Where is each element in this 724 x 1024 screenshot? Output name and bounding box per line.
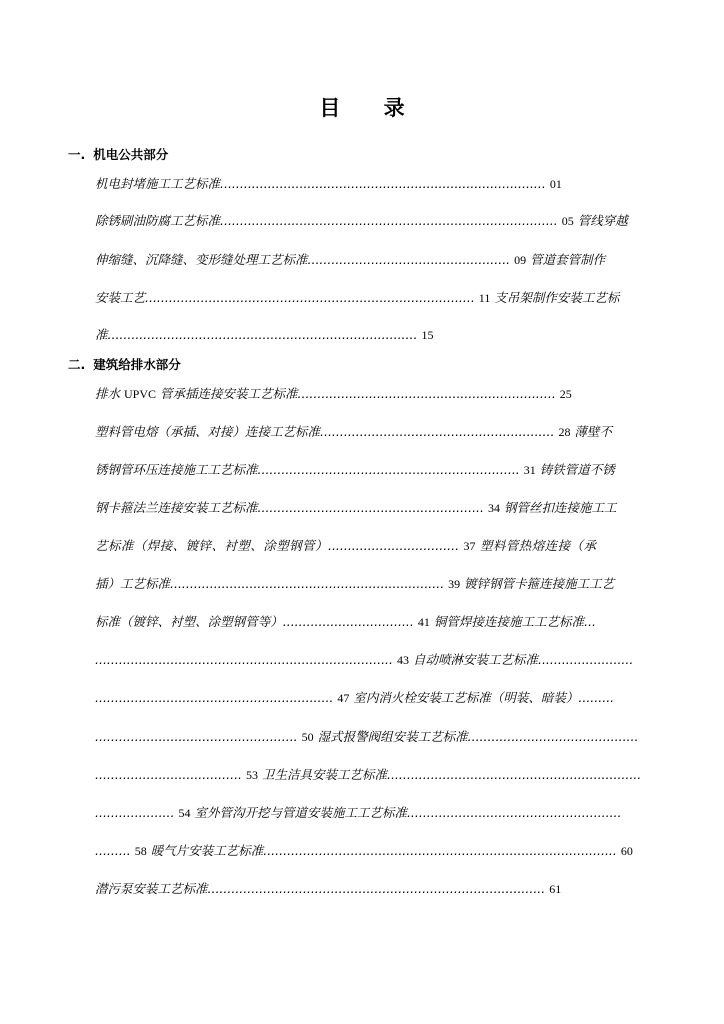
toc-line[interactable]: 塑料管电熔（承插、对接）连接工艺标准........................................................... 28 薄壁不 <box>95 424 612 439</box>
toc-line[interactable]: 艺标准（焊接、镀锌、衬塑、涂塑钢管）................................. 37 塑料管热熔连接（承 <box>95 538 596 553</box>
toc-line[interactable]: 潜污泵安装工艺标准..................................................................................... 61 <box>95 881 562 896</box>
toc-line[interactable]: 排水 UPVC 管承插连接安装工艺标准................................................................. 25 <box>95 386 572 401</box>
toc-line[interactable]: .................... 54 室外管沟开挖与管道安装施工工艺标准...................................................... <box>95 805 622 820</box>
toc-line[interactable]: 机电封堵施工工艺标准.................................................................................. 01 <box>95 176 562 191</box>
toc-line[interactable]: ..................................... 53 卫生洁具安装工艺标准................................................................ <box>95 767 642 782</box>
toc-line[interactable]: 标准（镀锌、衬塑、涂塑钢管等）................................. 41 铜管焊接连接施工工艺标准... <box>95 614 596 629</box>
page-title: 目 录 <box>319 96 423 120</box>
section-heading-1: 一. 机电公共部分 <box>68 147 169 162</box>
toc-line[interactable]: ......... 58 暖气片安装工艺标准......................................................................................... 60 <box>95 843 633 858</box>
toc-line[interactable]: 伸缩缝、沉降缝、变形缝处理工艺标准................................................... 09 管道套管制作 <box>95 252 606 267</box>
toc-line[interactable]: ............................................................ 47 室内消火栓安装工艺标准（明装、暗装）......... <box>95 690 615 705</box>
toc-line[interactable]: 除锈刷油防腐工艺标准..................................................................................... 05 管线穿越 <box>95 213 628 228</box>
toc-line[interactable]: ................................................... 50 湿式报警阀组安装工艺标准........................................... <box>95 729 639 744</box>
toc-line[interactable]: 准.............................................................................. 15 <box>95 327 434 342</box>
toc-line[interactable]: ........................................................................... 43 自动喷淋安装工艺标准........................ <box>95 652 634 667</box>
toc-line[interactable]: 安装工艺................................................................................... 11 支吊架制作安装工艺标 <box>95 290 620 305</box>
toc-line[interactable]: 插）工艺标准..................................................................... 39 镀锌钢管卡箍连接施工工艺 <box>95 576 615 591</box>
section-heading-2: 二. 建筑给排水部分 <box>68 357 181 372</box>
toc-line[interactable]: 钢卡箍法兰连接安装工艺标准......................................................... 34 钢管丝扣连接施工工 <box>95 500 617 515</box>
toc-line[interactable]: 锈钢管环压连接施工工艺标准.................................................................. 31 铸铁管道不锈 <box>95 462 615 477</box>
